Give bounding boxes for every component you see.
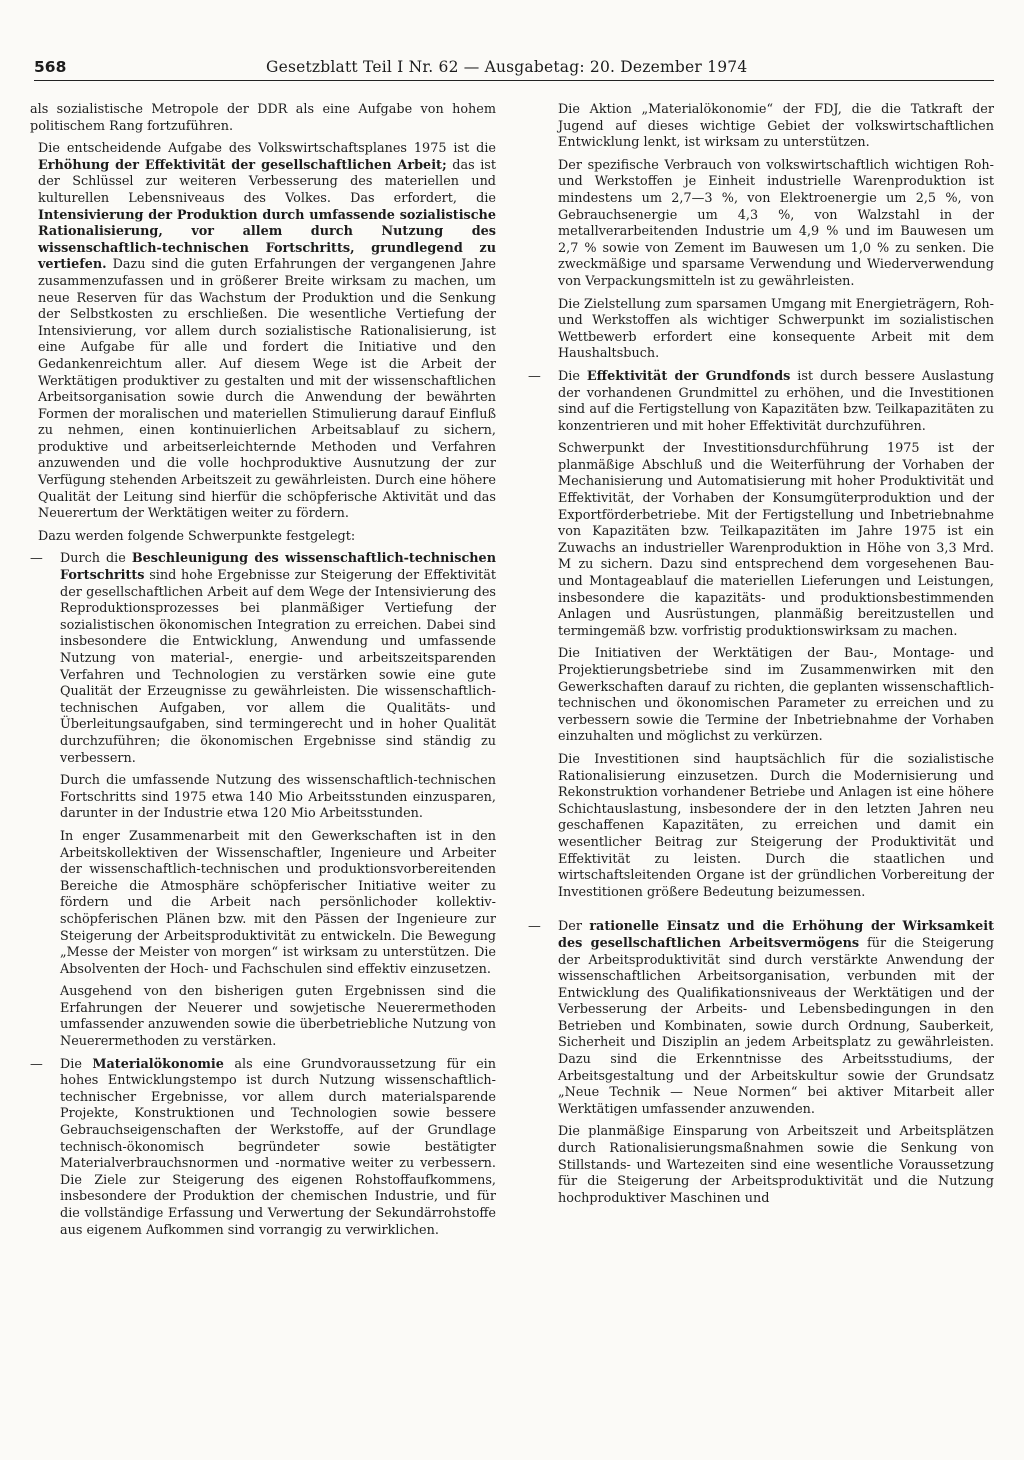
paragraph: Ausgehend von den bisherigen guten Ergebnissen sind die Erfahrungen der Neuerer und sowjetische Neuerermethoden umfassender anzuwenden sowie die überbetriebliche Nutzung von Neuerermethoden zu verstärken.: [60, 984, 496, 1050]
list-item: [30, 1057, 496, 1240]
paragraph: Schwerpunkt der Investitionsdurchführung 1975 ist der planmäßige Abschluß und die Weiterführung der Vorhaben der Mechanisierung und Automatisierung mit hoher Produktivität und Effektivität, der Vorhaben der Konsumgüterproduktion und der Exportförderbetriebe. Mit der Fertigstellung und Inbetriebnahme von Kapazitäten bzw. Teilkapazitäten im Jahre 1975 ist ein Zuwachs an industrieller Warenproduktion in Höhe von 3,3 Mrd. M zu sichern. Dazu sind entsprechend dem vorgesehenen Bau- und Montageablauf die materiellen Lieferungen und Leistungen, insbesondere die kapazitäts- und produktionsbestimmenden Anlagen und Ausrüstungen, planmäßig bereitzustellen und termingemäß bzw. vorfristig produktionswirksam zu machen.: [558, 441, 994, 639]
text-run: als eine Grundvoraussetzung für ein hohes Entwicklungstempo ist durch Nutzung wissenschaftlich-technischer Ergebnisse, vor allem durch materialsparende Projekte, Konstruktionen und Technologien sowie bessere Gebrauchseigenschaften der Werkstoffe, auf der Grundlage technisch-ökonomisch begründeter sowie bestätigter Materialverbrauchsnormen und -normative weiter zu verbessern. Die Ziele zur Steigerung des eigenen Rohstoffaufkommens, insbesondere der Produktion der chemischen Industrie, und für die vollständige Erfassung und Verwertung der Sekundärrohstoffe aus eigenem Aufkommen sind vorrangig zu verwirklichen.: [60, 1056, 496, 1238]
spacer: [528, 907, 994, 919]
right-column: [528, 102, 994, 1213]
paragraph: Die Initiativen der Werktätigen der Bau-, Montage- und Projektierungsbetriebe sind im Zusammenwirken mit den Gewerkschaften darauf zu richten, die geplanten wissenschaftlich-technischen und ökonomischen Parameter zu erreichen und zu verbessern sowie die Termine der Inbetriebnahme der Vorhaben einzuhalten und möglichst zu verkürzen.: [558, 646, 994, 745]
page-number: 568: [34, 58, 67, 76]
paragraph: Die planmäßige Einsparung von Arbeitszeit und Arbeitsplätzen durch Rationalisierungsmaßnahmen sowie die Senkung von Stillstands- und Wartezeiten sind eine wesentliche Voraussetzung für die Steigerung der Arbeitsproduktivität und die Nutzung hochproduktiver Maschinen und: [558, 1124, 994, 1206]
text-run: sind hohe Ergebnisse zur Steigerung der Effektivität der gesellschaftlichen Arbeit auf dem Wege der Intensivierung des Reproduktionsprozesses bei planmäßiger Vertiefung der sozialistischen ökonomischen Integration zu erreichen. Dabei sind insbesondere die Entwicklung, Anwendung und umfassende Nutzung von material-, energie- und arbeitszeitsparenden Verfahren und Technologien zu verstärken sowie eine gute Qualität der Erzeugnisse zu gewährleisten. Die wissenschaftlich-technischen Aufgaben, vor allem die Qualitäts- und Überleitungsaufgaben, sind termingerecht und in hoher Qualität durchzuführen; die ökonomischen Ergebnisse sind ständig zu verbessern.: [60, 568, 496, 766]
header-rule: [34, 80, 994, 81]
bold-run: rationelle Einsatz und die Erhöhung der Wirksamkeit des gesellschaftlichen Arbeitsvermögens: [558, 919, 994, 951]
paragraph: Der spezifische Verbrauch von volkswirtschaftlich wichtigen Roh- und Werkstoffen je Einheit industrielle Warenproduktion ist mindestens um 2,7—3 %, von Elektroenergie um 2,5 %, von Gebrauchsenergie um 4,3 %, von Walzstahl in der metallverarbeitenden Industrie um 4,9 % und im Bauwesen um 2,7 % sowie von Zement im Bauwesen um 1,0 % zu senken. Die zweckmäßige und sparsame Verwendung und Wiederverwendung von Verpackungsmitteln ist zu gewährleisten.: [558, 157, 994, 289]
paragraph: Durch die umfassende Nutzung des wissenschaftlich-technischen Fortschritts sind 1975 etwa 140 Mio Arbeitsstunden einzusparen, darunter in der Industrie etwa 120 Mio Arbeitsstunden.: [60, 773, 496, 822]
list-item: [528, 369, 994, 435]
bold-run: Erhöhung der Effektivität der gesellschaftlichen Arbeit;: [38, 157, 447, 173]
paragraph: als sozialistische Metropole der DDR als eine Aufgabe von hohem politischem Rang fortzuführen.: [30, 102, 496, 134]
dash-bullet: —: [528, 368, 541, 384]
paragraph: In enger Zusammenarbeit mit den Gewerkschaften ist in den Arbeitskollektiven der Wissenschaftler, Ingenieure und Arbeiter der wissenschaftlich-technischen und produktionsvorbereitenden Bereiche die Atmosphäre schöpferischer Initiative weiter zu fördern und die Arbeit nach persönlichoder kollektiv-schöpferischen Plänen bzw. mit den Pässen der Ingenieure zur Steigerung der Arbeitsproduktivität zu entwickeln. Die Bewegung „Messe der Meister von morgen“ ist wirksam zu unterstützen. Die Absolventen der Hoch- und Fachschulen sind effektiv einzusetzen.: [60, 828, 496, 977]
text-run: Dazu sind die guten Erfahrungen der vergangenen Jahre zusammenzufassen und in größerer Breite wirksam zu machen, um neue Reserven für das Wachstum der Produktion und die Senkung der Selbstkosten zu erschließen. Die wesentliche Vertiefung der Intensivierung, vor allem durch sozialistische Rationalisierung, ist eine Aufgabe für alle und fordert die Initiative und den Gedankenreichtum aller. Auf diesem Wege ist die Arbeit der Werktätigen produktiver zu gestalten und mit der wissenschaftlichen Arbeitsorganisation sowie durch die Anwendung der bewährten Formen der moralischen und materiellen Stimulierung darauf Einfluß zu nehmen, einen kontinuierlichen Arbeitsablauf zu sichern, produktive und arbeitserleichternde Methoden und Verfahren anzuwenden und die volle hochproduktive Ausnutzung der zur Verfügung stehenden Arbeitszeit zu gewährleisten. Durch eine höhere Qualität der Leitung sind hierfür die schöpferische Aktivität und das Neuerertum der Werktätigen weiter zu fördern.: [38, 257, 496, 522]
left-column: [30, 102, 496, 1245]
list-item: [30, 551, 496, 767]
text-run: Die: [558, 368, 587, 384]
bold-run: Materialökonomie: [92, 1056, 224, 1072]
paragraph: [30, 141, 496, 523]
paragraph: Die Investitionen sind hauptsächlich für die sozialistische Rationalisierung einzusetzen. Durch die Modernisierung und Rekonstruktion vorhandener Betriebe und Anlagen ist eine höhere Schichtauslastung, insbesondere der in den letzten Jahren neu geschaffenen Kapazitäten, zu erreichen und damit ein wesentlicher Beitrag zur Steigerung der Produktivität und Effektivität zu leisten. Durch die staatlichen und wirtschaftsleitenden Organe ist der gründlichen Vorbereitung der Investitionen größere Bedeutung beizumessen.: [558, 751, 994, 900]
text-run: Die: [60, 1056, 93, 1072]
dash-bullet: —: [30, 551, 43, 567]
text-run: Der: [558, 919, 590, 935]
bold-run: Intensivierung der Produktion durch umfassende sozialistische Rationalisierung, vor allem durch Nutzung des wissenschaftlich-technischen Fortschritts, grundlegend zu vertiefen.: [38, 207, 496, 273]
text-run: das ist der Schlüssel zur weiteren Verbesserung des materiellen und kulturellen Lebensniveaus des Volkes. Das erfordert, die: [38, 157, 496, 206]
text-run: für die Steigerung der Arbeitsproduktivität sind durch verstärkte Anwendung der wissenschaftlichen Arbeitsorganisation, verbunden mit der Entwicklung des Qualifikationsniveaus der Werktätigen und der Verbesserung der Arbeits- und Lebensbedingungen in den Betrieben und Kombinaten, sowie durch Ordnung, Sauberkeit, Sicherheit und Disziplin an jedem Arbeitsplatz zu gewährleisten. Dazu sind die Erkenntnisse des Arbeitsstudiums, der Arbeitsgestaltung und der Arbeitskultur sowie der Grundsatz „Neue Technik — Neue Normen“ bei aktiver Mitarbeit aller Werktätigen umfassender anzuwenden.: [558, 935, 994, 1117]
text-run: Die entscheidende Aufgabe des Volkswirtschaftsplanes 1975 ist die: [38, 141, 496, 157]
bold-run: Beschleunigung des wissenschaftlich-technischen Fortschritts: [60, 551, 496, 584]
paragraph: Die Aktion „Materialökonomie“ der FDJ, die die Tatkraft der Jugend auf dieses wichtige Gebiet der volkswirtschaftlichen Entwicklung lenkt, ist wirksam zu unterstützen.: [558, 102, 994, 151]
header-title: Gesetzblatt Teil I Nr. 62 — Ausgabetag: 20. Dezember 1974: [266, 58, 748, 76]
paragraph: Dazu werden folgende Schwerpunkte festgelegt:: [38, 528, 356, 544]
dash-bullet: —: [528, 919, 541, 935]
paragraph: Die Zielstellung zum sparsamen Umgang mit Energieträgern, Roh- und Werkstoffen als wichtiger Schwerpunkt im sozialistischen Wettbewerb erfordert eine konsequente Arbeit mit dem Haushaltsbuch.: [558, 296, 994, 362]
bold-run: Effektivität der Grundfonds: [586, 368, 791, 384]
dash-bullet: —: [30, 1056, 43, 1072]
text-run: Durch die: [60, 551, 132, 567]
text-run: ist durch bessere Auslastung der vorhandenen Grundmittel zu erhöhen, und die Investitionen sind auf die Fertigstellung von Kapazitäten bzw. Teilkapazitäten zu konzentrieren und mit hoher Effektivität durchzuführen.: [558, 368, 994, 434]
list-item: [528, 919, 994, 1118]
